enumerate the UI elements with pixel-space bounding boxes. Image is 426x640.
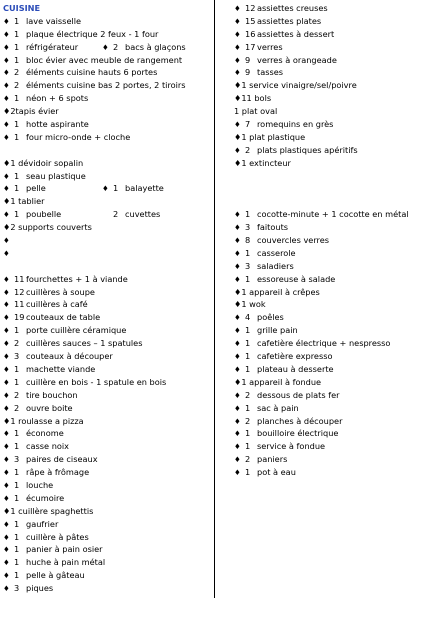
list-item xyxy=(234,273,422,286)
bullet-icon: ♦ xyxy=(3,480,10,490)
list-item xyxy=(3,427,211,440)
bullet-icon: ♦ xyxy=(3,120,10,130)
item-quantity: 1 xyxy=(14,41,20,52)
item-quantity: 2 xyxy=(14,67,20,78)
bullet-icon: ♦ xyxy=(3,429,10,439)
item-label: gaufrier xyxy=(26,518,59,529)
list-item xyxy=(3,492,211,505)
bullet-icon: ♦ xyxy=(3,519,10,529)
list-item xyxy=(234,182,422,195)
bullet-icon: ♦ xyxy=(3,42,10,52)
list-item xyxy=(234,247,422,260)
list-item xyxy=(3,92,211,105)
item-quantity: 7 xyxy=(245,119,251,130)
list-item xyxy=(234,376,422,389)
list-item xyxy=(234,66,422,79)
list-item xyxy=(3,157,211,170)
bullet-icon: ♦ xyxy=(3,584,10,594)
bullet-icon: ♦ xyxy=(3,132,10,142)
bullet-icon: ♦ xyxy=(3,390,10,400)
list-item xyxy=(3,182,211,195)
item-label: poêles xyxy=(257,312,284,323)
list-item xyxy=(3,15,211,28)
list-item xyxy=(3,556,211,569)
list-item xyxy=(234,427,422,440)
item-label: essoreuse à salade xyxy=(257,273,336,284)
item-label: cafetière électrique + nespresso xyxy=(257,338,391,349)
item-quantity: 1 xyxy=(14,183,20,194)
left-column xyxy=(3,2,211,595)
list-item xyxy=(3,234,211,247)
item-quantity: 1 xyxy=(14,531,20,542)
item-quantity: 1 xyxy=(14,15,20,26)
list-item xyxy=(3,531,211,544)
item-quantity: 12 xyxy=(14,286,25,297)
item-label: cuillère en bois - 1 spatule en bois xyxy=(26,376,167,387)
item-label: cuvettes xyxy=(125,209,161,220)
list-item xyxy=(3,453,211,466)
item-quantity: 1 xyxy=(245,325,251,336)
item-label: bouilloire électrique xyxy=(257,428,339,439)
item-quantity: 1 xyxy=(14,363,20,374)
item-label: éléments cuisine bas 2 portes, 2 tiroirs xyxy=(26,80,186,91)
list-item xyxy=(3,118,211,131)
bullet-icon: ♦ xyxy=(234,416,241,426)
item-label: plaque électrique 2 feux - 1 four xyxy=(26,28,159,39)
item-quantity: 1 xyxy=(14,570,20,581)
item-label: verres à orangeade xyxy=(257,54,337,65)
item-quantity: 1 xyxy=(245,467,251,478)
list-item xyxy=(234,54,422,67)
item-quantity: 1 xyxy=(113,183,119,194)
list-item xyxy=(3,298,211,311)
item-quantity: 1 xyxy=(14,209,20,220)
bullet-icon: ♦ xyxy=(3,377,10,387)
bullet-icon: ♦ xyxy=(234,29,241,39)
item-quantity: 3 xyxy=(14,583,20,594)
item-label: verres xyxy=(257,41,283,52)
item-label: plateau à desserte xyxy=(257,363,334,374)
item-label: porte cuillère céramique xyxy=(26,325,127,336)
bullet-icon: ♦ xyxy=(3,29,10,39)
list-item xyxy=(234,234,422,247)
item-label: poubelle xyxy=(26,209,62,220)
list-item xyxy=(234,221,422,234)
item-label: plats plastiques apéritifs xyxy=(257,144,358,155)
item-quantity: 8 xyxy=(245,235,251,246)
item-quantity: 17 xyxy=(245,41,256,52)
list-item xyxy=(3,170,211,183)
item-quantity: 1 xyxy=(14,170,20,181)
item-label: dessous de plats fer xyxy=(257,389,340,400)
item-label: réfrigérateur xyxy=(26,41,79,52)
item-quantity: 11 xyxy=(14,299,25,310)
list-item xyxy=(234,170,422,183)
list-item xyxy=(3,66,211,79)
bullet-icon: ♦ xyxy=(234,429,241,439)
list-item xyxy=(3,440,211,453)
item-label: cocotte-minute + 1 cocotte en métal xyxy=(257,209,409,220)
bullet-icon: ♦ xyxy=(234,236,241,246)
item-text: ♦1 appareil à fondue xyxy=(234,376,322,387)
item-quantity: 2 xyxy=(113,209,119,220)
item-quantity: 1 xyxy=(14,325,20,336)
bullet-icon: ♦ xyxy=(234,210,241,220)
item-quantity: 1 xyxy=(245,402,251,413)
bullet-icon: ♦ xyxy=(234,261,241,271)
item-label: machette viande xyxy=(26,363,96,374)
list-item xyxy=(234,324,422,337)
item-label: écumoire xyxy=(26,492,65,503)
column-divider xyxy=(214,0,215,598)
item-label: louche xyxy=(26,479,54,490)
second-item xyxy=(113,208,160,221)
item-quantity: 1 xyxy=(14,441,20,452)
list-item xyxy=(3,582,211,595)
item-quantity: 3 xyxy=(14,351,20,362)
item-quantity: 1 xyxy=(245,209,251,220)
item-label: cuillères à soupe xyxy=(26,286,95,297)
list-item xyxy=(234,389,422,402)
bullet-icon: ♦ xyxy=(234,403,241,413)
item-quantity: 1 xyxy=(14,518,20,529)
bullet-icon: ♦ xyxy=(234,313,241,323)
item-quantity: 2 xyxy=(14,338,20,349)
list-item xyxy=(3,247,211,260)
item-label: piques xyxy=(26,583,54,594)
item-quantity: 9 xyxy=(245,67,251,78)
item-text: 1 plat oval xyxy=(234,106,278,117)
list-item xyxy=(234,208,422,221)
item-label: couteaux à découper xyxy=(26,351,113,362)
second-item xyxy=(102,182,164,196)
bullet-icon: ♦ xyxy=(102,184,109,194)
list-item xyxy=(3,337,211,350)
item-quantity: 2 xyxy=(113,41,119,52)
list-item xyxy=(3,28,211,41)
item-label: lave vaisselle xyxy=(26,15,82,26)
item-quantity: 1 xyxy=(14,131,20,142)
list-item xyxy=(234,105,422,118)
item-label: sac à pain xyxy=(257,402,299,413)
bullet-icon: ♦ xyxy=(234,55,241,65)
bullet-icon: ♦ xyxy=(3,81,10,91)
list-item xyxy=(234,440,422,453)
bullet-icon: ♦ xyxy=(3,326,10,336)
item-quantity: 1 xyxy=(14,376,20,387)
item-label: fourchettes + 1 à viande xyxy=(26,273,128,284)
item-label: service à fondue xyxy=(257,441,326,452)
list-item xyxy=(234,466,422,479)
item-quantity: 1 xyxy=(245,363,251,374)
list-item xyxy=(3,324,211,337)
item-label: tire bouchon xyxy=(26,389,78,400)
item-quantity: 2 xyxy=(245,454,251,465)
bullet-icon: ♦ xyxy=(3,287,10,297)
item-quantity: 2 xyxy=(245,415,251,426)
item-quantity: 3 xyxy=(245,260,251,271)
list-item xyxy=(3,273,211,286)
item-text: ♦1 dévidoir sopalin xyxy=(3,157,84,168)
right-column xyxy=(234,2,422,479)
bullet-icon: ♦ xyxy=(234,364,241,374)
list-item xyxy=(234,260,422,273)
item-text: ♦1 roulasse a pizza xyxy=(3,415,84,426)
list-item xyxy=(3,466,211,479)
bullet-icon: ♦ xyxy=(234,16,241,26)
bullet-icon: ♦ xyxy=(3,558,10,568)
list-item xyxy=(3,195,211,208)
item-quantity: 12 xyxy=(245,3,256,13)
bullet-icon: ♦ xyxy=(3,339,10,349)
list-item xyxy=(3,505,211,518)
item-quantity: 2 xyxy=(14,402,20,413)
item-quantity: 1 xyxy=(14,28,20,39)
list-item xyxy=(234,41,422,54)
item-label: paniers xyxy=(257,454,288,465)
bullet-icon: ♦ xyxy=(3,545,10,555)
bullet-icon: ♦ xyxy=(234,4,241,13)
bullet-icon: ♦ xyxy=(3,442,10,452)
item-label: ouvre boite xyxy=(26,402,73,413)
item-label: cuillère à pâtes xyxy=(26,531,89,542)
bullet-icon: ♦ xyxy=(3,313,10,323)
list-item xyxy=(234,453,422,466)
list-item xyxy=(3,131,211,144)
item-label: assiettes creuses xyxy=(257,3,328,13)
list-item xyxy=(3,543,211,556)
bullet-icon: ♦ xyxy=(3,493,10,503)
list-item xyxy=(3,79,211,92)
item-quantity: 1 xyxy=(245,273,251,284)
item-label: cuillères à café xyxy=(26,299,88,310)
list-item xyxy=(3,208,211,221)
item-quantity: 3 xyxy=(245,222,251,233)
list-item xyxy=(3,569,211,582)
bullet-icon: ♦ xyxy=(234,248,241,258)
item-quantity: 1 xyxy=(245,441,251,452)
bullet-icon: ♦ xyxy=(234,390,241,400)
item-label: paires de ciseaux xyxy=(26,454,98,465)
list-item xyxy=(234,311,422,324)
item-label: casse noix xyxy=(26,441,70,452)
list-item xyxy=(234,2,422,15)
bullet-icon: ♦ xyxy=(3,248,10,258)
item-quantity: 2 xyxy=(245,389,251,400)
list-item xyxy=(234,195,422,208)
item-text: ♦1 tablier xyxy=(3,196,45,207)
list-item xyxy=(3,221,211,234)
item-quantity: 1 xyxy=(14,467,20,478)
item-quantity: 1 xyxy=(14,544,20,555)
item-label: assiettes plates xyxy=(257,15,322,26)
item-quantity: 9 xyxy=(245,54,251,65)
bullet-icon: ♦ xyxy=(3,171,10,181)
bullet-icon: ♦ xyxy=(3,403,10,413)
bullet-icon: ♦ xyxy=(3,468,10,478)
item-quantity: 1 xyxy=(14,428,20,439)
list-item xyxy=(3,311,211,324)
item-quantity: 1 xyxy=(245,428,251,439)
list-item xyxy=(234,298,422,311)
bullet-icon: ♦ xyxy=(3,55,10,65)
item-quantity: 1 xyxy=(14,93,20,104)
bullet-icon: ♦ xyxy=(234,326,241,336)
bullet-icon: ♦ xyxy=(3,68,10,78)
item-label: grille pain xyxy=(257,325,298,336)
item-quantity: 4 xyxy=(245,312,251,323)
item-label: pot à eau xyxy=(257,467,296,478)
item-label: tasses xyxy=(257,67,284,78)
item-label: planches à découper xyxy=(257,415,343,426)
list-item xyxy=(3,376,211,389)
bullet-icon: ♦ xyxy=(234,68,241,78)
item-label: panier à pain osier xyxy=(26,544,103,555)
item-quantity: 1 xyxy=(245,351,251,362)
item-label: huche à pain métal xyxy=(26,557,106,568)
list-item xyxy=(234,402,422,415)
bullet-icon: ♦ xyxy=(234,339,241,349)
item-text: ♦1 plat plastique xyxy=(234,131,306,142)
list-item xyxy=(234,363,422,376)
list-item xyxy=(234,28,422,41)
item-label: seau plastique xyxy=(26,170,86,181)
list-item xyxy=(3,518,211,531)
list-item xyxy=(3,350,211,363)
list-item xyxy=(234,144,422,157)
bullet-icon: ♦ xyxy=(3,16,10,26)
item-text: ♦1 extincteur xyxy=(234,157,291,168)
bullet-icon: ♦ xyxy=(3,352,10,362)
list-item xyxy=(3,402,211,415)
bullet-icon: ♦ xyxy=(3,210,10,220)
bullet-icon: ♦ xyxy=(3,571,10,581)
item-label: râpe à frômage xyxy=(26,467,90,478)
second-item xyxy=(102,41,186,55)
item-quantity: 2 xyxy=(14,80,20,91)
item-text: ♦1 wok xyxy=(234,299,266,310)
list-item xyxy=(3,415,211,428)
item-text: ♦1 cuillère spaghettis xyxy=(3,505,94,516)
item-quantity: 1 xyxy=(14,479,20,490)
item-text: ♦2 supports couverts xyxy=(3,222,92,233)
bullet-icon: ♦ xyxy=(234,42,241,52)
list-item xyxy=(3,479,211,492)
item-quantity: 2 xyxy=(14,389,20,400)
list-item xyxy=(3,363,211,376)
section-title: CUISINE xyxy=(3,3,41,13)
bullet-icon: ♦ xyxy=(234,120,241,130)
item-quantity: 1 xyxy=(14,557,20,568)
item-label: éléments cuisine hauts 6 portes xyxy=(26,67,158,78)
list-item xyxy=(234,131,422,144)
bullet-icon: ♦ xyxy=(3,364,10,374)
item-label: assiettes à dessert xyxy=(257,28,335,39)
list-item xyxy=(234,350,422,363)
item-text: ♦1 appareil à crêpes xyxy=(234,286,320,297)
item-quantity: 11 xyxy=(14,273,25,284)
bullet-icon: ♦ xyxy=(234,352,241,362)
bullet-icon: ♦ xyxy=(234,455,241,465)
item-label: couteaux de table xyxy=(26,312,101,323)
list-item xyxy=(234,337,422,350)
item-label: casserole xyxy=(257,247,296,258)
item-label: saladiers xyxy=(257,260,294,271)
item-label: pelle xyxy=(26,183,46,194)
list-item xyxy=(3,41,211,54)
item-label: cuillères sauces – 1 spatules xyxy=(26,338,143,349)
list-item xyxy=(3,389,211,402)
bullet-icon: ♦ xyxy=(3,300,10,310)
list-item xyxy=(234,79,422,92)
item-quantity: 1 xyxy=(14,54,20,65)
item-quantity: 1 xyxy=(14,119,20,130)
item-label: hotte aspirante xyxy=(26,119,89,130)
item-label: couvercles verres xyxy=(257,235,330,246)
list-item xyxy=(234,286,422,299)
bullet-icon: ♦ xyxy=(3,94,10,104)
item-text: ♦11 bols xyxy=(234,93,272,104)
list-item xyxy=(3,54,211,67)
bullet-icon: ♦ xyxy=(234,145,241,155)
bullet-icon: ♦ xyxy=(234,468,241,478)
item-label: faitouts xyxy=(257,222,289,233)
list-item xyxy=(234,15,422,28)
list-item xyxy=(3,144,211,157)
bullet-icon: ♦ xyxy=(102,42,109,52)
list-item xyxy=(234,415,422,428)
list-item xyxy=(3,260,211,273)
item-label: romequins en grès xyxy=(257,119,334,130)
item-label: bacs à glaçons xyxy=(125,41,186,52)
bullet-icon: ♦ xyxy=(234,442,241,452)
bullet-icon: ♦ xyxy=(3,184,10,194)
item-quantity: 2 xyxy=(245,144,251,155)
item-text: ♦1 service vinaigre/sel/poivre xyxy=(234,80,357,91)
item-quantity: 3 xyxy=(14,454,20,465)
bullet-icon: ♦ xyxy=(234,223,241,233)
item-quantity: 15 xyxy=(245,15,256,26)
list-item xyxy=(234,157,422,170)
bullet-icon: ♦ xyxy=(3,236,10,246)
bullet-icon: ♦ xyxy=(3,455,10,465)
item-quantity: 19 xyxy=(14,312,25,323)
item-quantity: 16 xyxy=(245,28,256,39)
list-item xyxy=(234,118,422,131)
item-quantity: 1 xyxy=(14,492,20,503)
item-label: cafetière expresso xyxy=(257,351,333,362)
item-quantity: 1 xyxy=(245,338,251,349)
item-quantity: 1 xyxy=(245,247,251,258)
bullet-icon: ♦ xyxy=(234,274,241,284)
item-label: néon + 6 spots xyxy=(26,93,89,104)
item-label: four micro-onde + cloche xyxy=(26,131,131,142)
bullet-icon: ♦ xyxy=(3,532,10,542)
item-label: bloc évier avec meuble de rangement xyxy=(26,54,183,65)
bullet-icon: ♦ xyxy=(3,274,10,284)
item-label: économe xyxy=(26,428,64,439)
list-item xyxy=(3,286,211,299)
list-item xyxy=(234,92,422,105)
item-text: ♦2tapis évier xyxy=(3,106,59,117)
item-label: balayette xyxy=(125,183,164,194)
list-item xyxy=(3,105,211,118)
item-label: pelle à gâteau xyxy=(26,570,85,581)
